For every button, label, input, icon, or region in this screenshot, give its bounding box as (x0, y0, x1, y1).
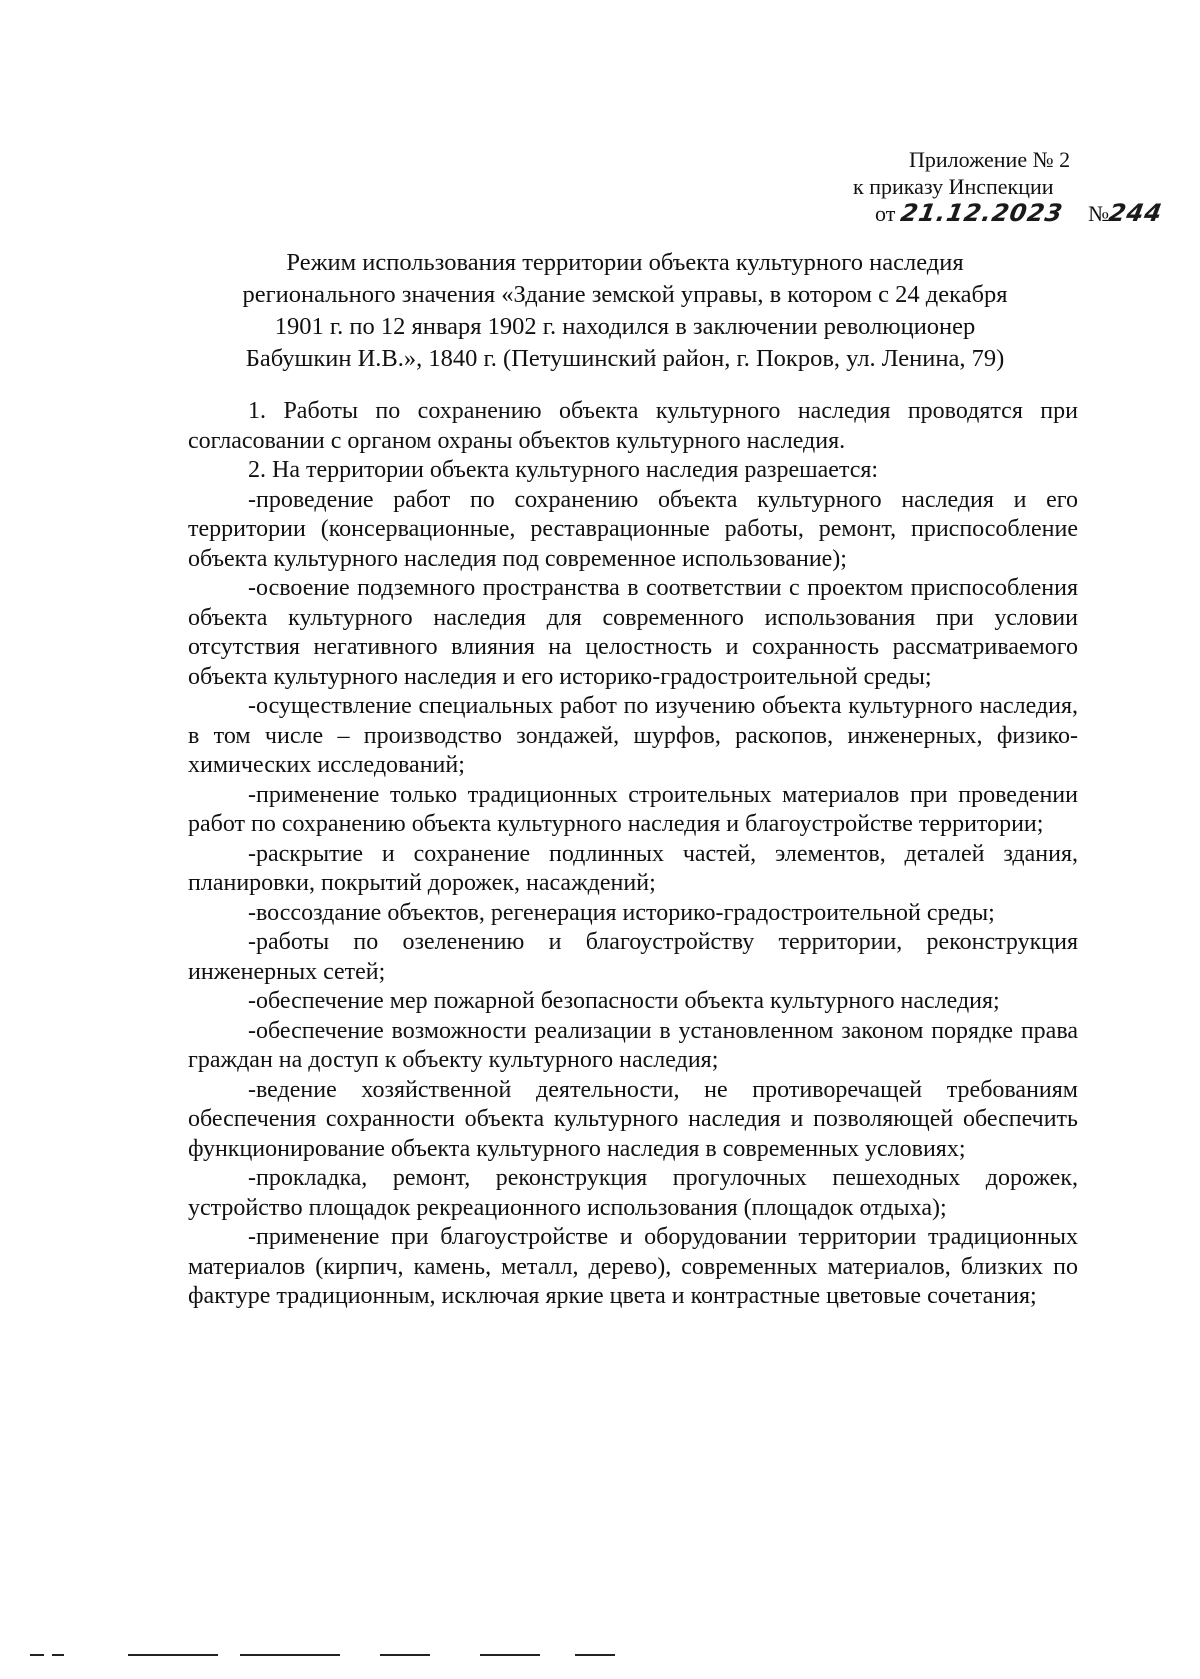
scan-dash (30, 1654, 44, 1656)
document-title (180, 247, 1070, 375)
scan-dash (240, 1654, 340, 1656)
title-line: регионального значения «Здание земской управы, в котором с 24 декабря (242, 281, 1008, 308)
appendix-order-reference: к приказу Инспекции (853, 174, 1054, 199)
document-body (188, 397, 1078, 1312)
body-paragraph: -освоение подземного пространства в соответствии с проектом приспособления объекта культурного наследия для современного использования при условии отсутствия негативного влияния на целостность и сохранность рассматриваемого объекта культурного наследия и его историко-градостроительной среды; (188, 575, 1078, 690)
number-sign: № (1088, 201, 1110, 226)
title-line: 1901 г. по 12 января 1902 г. находился в заключении революционер (274, 313, 976, 340)
appendix-header (820, 146, 1165, 227)
body-paragraph: -прокладка, ремонт, реконструкция прогулочных пешеходных дорожек, устройство площадок рекреационного использования (площадок отдыха); (188, 1165, 1078, 1221)
body-paragraph: -проведение работ по сохранению объекта культурного наследия и его территории (консервационные, реставрационные работы, ремонт, приспособление объекта культурного наследия под современное использование); (188, 486, 1078, 572)
appendix-number: Приложение № 2 (909, 147, 1071, 172)
body-paragraph: -обеспечение мер пожарной безопасности объекта культурного наследия; (248, 988, 1000, 1014)
body-paragraph: -воссоздание объектов, регенерация историко-градостроительной среды; (248, 899, 995, 926)
date-prefix: от (875, 201, 896, 226)
scan-dash (380, 1654, 430, 1656)
scan-dash (575, 1654, 615, 1656)
handwritten-number: 244 (1106, 199, 1165, 227)
scan-footer-marks (0, 1654, 1200, 1660)
body-paragraph: 1. Работы по сохранению объекта культурного наследия проводятся при согласовании с органом охраны объектов культурного наследия. (188, 398, 1078, 454)
appendix-date-line (820, 199, 1165, 227)
body-paragraph: -применение только традиционных строительных материалов при проведении работ по сохранению объекта культурного наследия и благоустройстве территории; (188, 781, 1078, 837)
body-paragraph: 2. На территории объекта культурного наследия разрешается: (248, 457, 879, 483)
scan-dash (480, 1654, 540, 1656)
body-paragraph: -раскрытие и сохранение подлинных частей, элементов, деталей здания, планировки, покрытий дорожек, насаждений; (188, 840, 1078, 896)
body-paragraph: -применение при благоустройстве и оборудовании территории традиционных материалов (кирпич, камень, металл, дерево), современных материалов, близких по фактуре традиционным, исключая яркие цвета и контрастные цветовые сочетания; (188, 1224, 1078, 1309)
scan-dash (52, 1654, 64, 1656)
handwritten-date: 21.12.2023 (898, 199, 1066, 227)
body-paragraph: -обеспечение возможности реализации в установленном законом порядке права граждан на доступ к объекту культурного наследия; (188, 1017, 1078, 1073)
scan-dash (128, 1654, 218, 1656)
body-paragraph: -работы по озеленению и благоустройству территории, реконструкция инженерных сетей; (188, 929, 1078, 985)
body-paragraph: -ведение хозяйственной деятельности, не противоречащей требованиям обеспечения сохранности объекта культурного наследия и позволяющей обеспечить функционирование объекта культурного наследия в современных условиях; (188, 1076, 1078, 1162)
body-paragraph: -осуществление специальных работ по изучению объекта культурного наследия, в том числе – производство зондажей, шурфов, раскопов, инженерных, физико-химических исследований; (188, 693, 1078, 778)
title-line: Режим использования территории объекта культурного наследия (286, 249, 964, 276)
title-line: Бабушкин И.В.», 1840 г. (Петушинский район, г. Покров, ул. Ленина, 79) (245, 345, 1005, 372)
